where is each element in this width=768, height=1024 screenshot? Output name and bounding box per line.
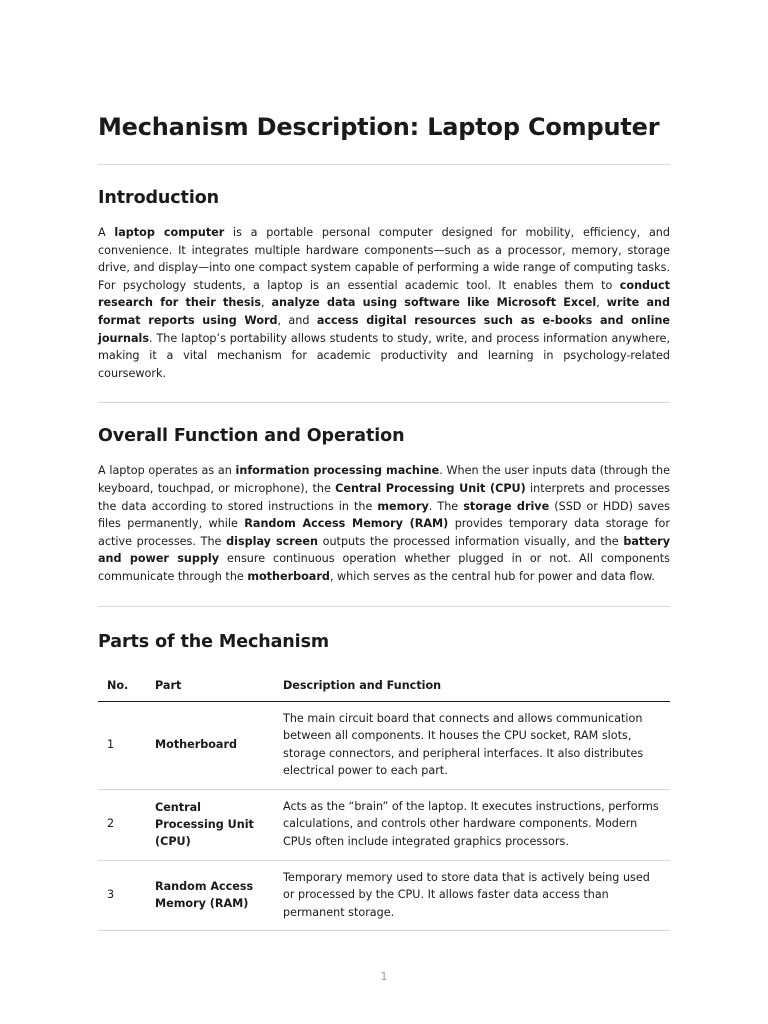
bold-term: Random Access Memory (RAM) <box>244 517 449 531</box>
bold-term: information processing machine <box>235 464 440 478</box>
bold-term: memory <box>377 499 429 513</box>
table-row <box>98 789 670 860</box>
divider <box>98 606 670 607</box>
part-description: The main circuit board that connects and allows communication between all components. It houses the CPU socket, RAM slots, storage connectors, and peripheral interfaces. It also distributes electrical power to each part. <box>274 701 670 789</box>
part-description: Acts as the “brain” of the laptop. It executes instructions, performs calculations, and controls other hardware components. Modern CPUs often include integrated graphics processors. <box>274 789 670 860</box>
bold-term: conduct research for their thesis <box>98 278 670 310</box>
row-number: 2 <box>98 789 146 860</box>
section-heading-parts: Parts of the Mechanism <box>98 631 330 652</box>
part-description: Temporary memory used to store data that is actively being used or processed by the CPU. It allows faster data access than permanent storage. <box>274 860 670 931</box>
bold-term: write and format reports using Word <box>98 296 670 327</box>
part-name: Motherboard <box>146 701 274 789</box>
page-number: 1 <box>380 970 388 983</box>
bold-term: storage drive <box>463 499 550 513</box>
divider <box>98 164 670 165</box>
parts-table <box>98 668 670 932</box>
row-number: 3 <box>98 860 146 931</box>
bold-term: battery and power supply <box>98 534 670 566</box>
section-heading-function: Overall Function and Operation <box>98 426 405 447</box>
parts-table-header-row <box>98 668 670 702</box>
bold-term: display screen <box>226 534 318 548</box>
section-heading-introduction: Introduction <box>98 188 219 208</box>
divider <box>98 402 670 403</box>
part-name: Random Access Memory (RAM) <box>146 860 274 931</box>
column-header-no: No. <box>98 668 146 702</box>
page-title: Mechanism Description: Laptop Computer <box>98 113 660 141</box>
bold-term: Central Processing Unit (CPU) <box>335 481 526 495</box>
table-row <box>98 860 670 931</box>
column-header-description: Description and Function <box>274 668 670 702</box>
introduction-paragraph: A laptop computer is a portable personal computer designed for mobility, efficiency, and convenience. It integrates multiple hardware components—such as a processor, memory, storage drive, and display—into one compact system capable of performing a wide range of computing tasks. For psychology students, a laptop is an essential academic tool. It enables them to conduct research for their thesis, analyze data using software like Microsoft Excel, write and format reports using Word, and access digital resources such as e-books and online journals. The laptop’s portability allows students to study, write, and process information anywhere, making it a vital mechanism for academic productivity and learning in psychology-related coursework. <box>98 226 671 380</box>
row-number: 1 <box>98 701 146 789</box>
bold-term: analyze data using software like Microsoft Excel <box>271 296 597 310</box>
column-header-part: Part <box>146 668 274 702</box>
bold-term: access digital resources such as e-books and online journals <box>98 313 671 345</box>
bold-term: motherboard <box>247 569 330 583</box>
table-row <box>98 701 670 789</box>
function-paragraph: A laptop operates as an information processing machine. When the user inputs data (through the keyboard, touchpad, or microphone), the Central Processing Unit (CPU) interprets and processes the data according to stored instructions in the memory. The storage drive (SSD or HDD) saves files permanently, while Random Access Memory (RAM) provides temporary data storage for active processes. The display screen outputs the processed information visually, and the battery and power supply ensure continuous operation whether plugged in or not. All components communicate through the motherboard, which serves as the central hub for power and data flow. <box>98 464 670 583</box>
bold-term: laptop computer <box>114 226 225 239</box>
part-name: Central Processing Unit (CPU) <box>146 789 274 860</box>
